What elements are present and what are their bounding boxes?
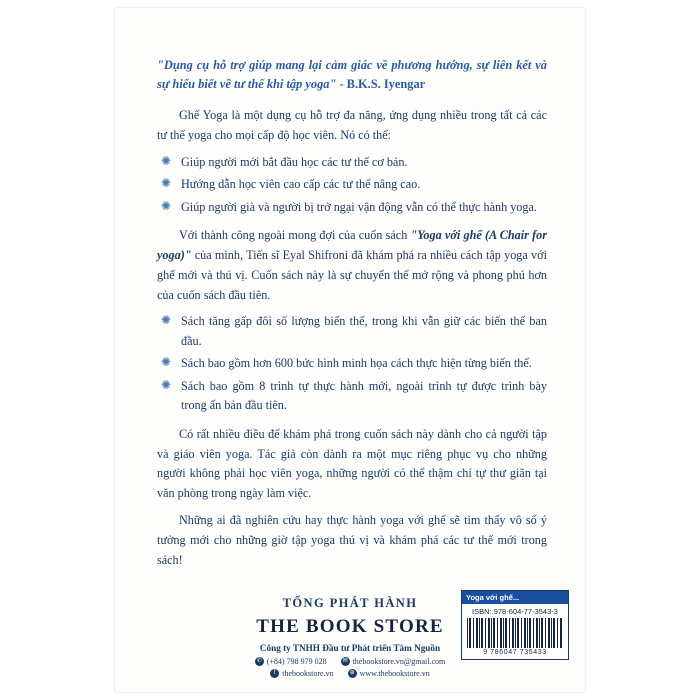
list-item-label: Giúp người mới bắt đầu học các tư thế cơ bản.: [181, 154, 408, 169]
flower-bullet-icon: ✺: [160, 377, 172, 392]
globe-icon: ⊕: [349, 670, 355, 676]
contact-email-text: thebookstore.vn@gmail.com: [352, 657, 446, 666]
phone-icon: ✆: [256, 658, 262, 664]
list-item-label: Giúp người già và người bị trở ngại vận động vẫn có thể thực hành yoga.: [181, 199, 537, 214]
list-item-label: Sách bao gồm hơn 600 bức hình minh họa cách thực hiện từng biến thể.: [181, 356, 532, 371]
flower-bullet-icon: ✺: [160, 176, 172, 191]
list-item: [157, 354, 547, 374]
barcode-block: [461, 590, 569, 660]
flower-bullet-icon: ✺: [160, 313, 172, 328]
barcode-number: 9 786047 735433: [483, 649, 547, 656]
bullet-list-1: [157, 153, 547, 218]
contact-phone-text: (+84) 798 979 028: [266, 657, 327, 666]
company-name: Công ty TNHH Đầu tư Phát triển Tâm Nguồn: [259, 643, 441, 653]
distributor-label: TỔNG PHÁT HÀNH: [282, 596, 418, 610]
isbn-text: ISBN: 978-604-77-3543-3: [472, 607, 558, 616]
mail-icon: ✉: [342, 658, 348, 664]
flower-bullet-icon: ✺: [160, 153, 172, 168]
flower-bullet-icon: ✺: [160, 355, 172, 370]
facebook-icon: f: [270, 669, 279, 678]
contact-website-text: www.thebookstore.vn: [359, 669, 430, 678]
brand-name: THE BOOK STORE: [256, 616, 444, 637]
paragraph-2-part-b: của mình, Tiến sĩ Eyal Shifroni đã khám phá ra nhiều cách tập yoga với ghế mới và thú vị. Cuốn sách này là sự chuyển thể mở rộng và phong phú hơn của cuốn sách đầu tiên.: [157, 248, 547, 302]
quote-attribution: - B.K.S. Iyengar: [336, 76, 426, 91]
contact-phone[interactable]: [255, 657, 327, 666]
flower-bullet-icon: ✺: [160, 198, 172, 213]
referenced-book-title: "Yoga với ghế (A Chair for yoga)": [157, 228, 547, 263]
list-item: [157, 198, 547, 218]
bullet-list-2: [157, 312, 547, 416]
paragraph-4: Những ai đã nghiên cứu hay thực hành yoga với ghế sẽ tìm thấy vô số ý tưởng mới cho những giờ tập yoga thú vị và khám phá các tư thế mới trong sách!: [157, 513, 547, 567]
contact-facebook-text: thebookstore.vn: [282, 669, 334, 678]
paragraph-1: Ghế Yoga là một dụng cụ hỗ trợ đa năng, ứng dụng nhiều trong tất cả các tư thế yoga cho mọi cấp độ học viên. Nó có thể:: [157, 108, 547, 142]
iyengar-quote: [157, 56, 547, 93]
cover-text-block: [157, 56, 547, 577]
paragraph-3: Có rất nhiều điều để khám phá trong cuốn sách này dành cho cả người tập và giáo viên yoga. Tác giả còn dành ra một mục riêng phục vụ cho những người không phải học viên yoga, những người có thể thậm chí tự thư giãn tại văn phòng trong ngày làm việc.: [157, 426, 547, 501]
list-item-label: Sách bao gồm 8 trình tự thực hành mới, ngoài trình tự được trình bày trong ấn bản đầu tiên.: [181, 378, 547, 413]
contact-facebook[interactable]: [270, 669, 333, 678]
paragraph-2-part-a: Với thành công ngoài mong đợi của cuốn sách: [179, 228, 411, 243]
contact-website[interactable]: [348, 669, 430, 678]
barcode-bars: [467, 618, 563, 648]
book-back-cover: [115, 8, 585, 692]
list-item: [157, 153, 547, 173]
list-item-label: Hướng dẫn học viên cao cấp các tư thế nâng cao.: [181, 177, 421, 192]
list-item: [157, 175, 547, 195]
quote-text: "Dụng cụ hỗ trợ giúp mang lại cảm giác về phương hướng, sự liên kết và sự hiểu biết về tư thế khi tập yoga": [157, 58, 547, 91]
list-item-label: Sách tăng gấp đôi số lượng biến thể, trong khi vẫn giữ các biến thể ban đầu.: [181, 314, 547, 348]
barcode-title: Yoga với ghế...: [462, 591, 568, 604]
contact-email[interactable]: [341, 657, 446, 666]
paragraph-2: [157, 226, 547, 305]
contact-row-2: [115, 669, 585, 678]
list-item: [157, 377, 547, 416]
list-item: [157, 312, 547, 351]
